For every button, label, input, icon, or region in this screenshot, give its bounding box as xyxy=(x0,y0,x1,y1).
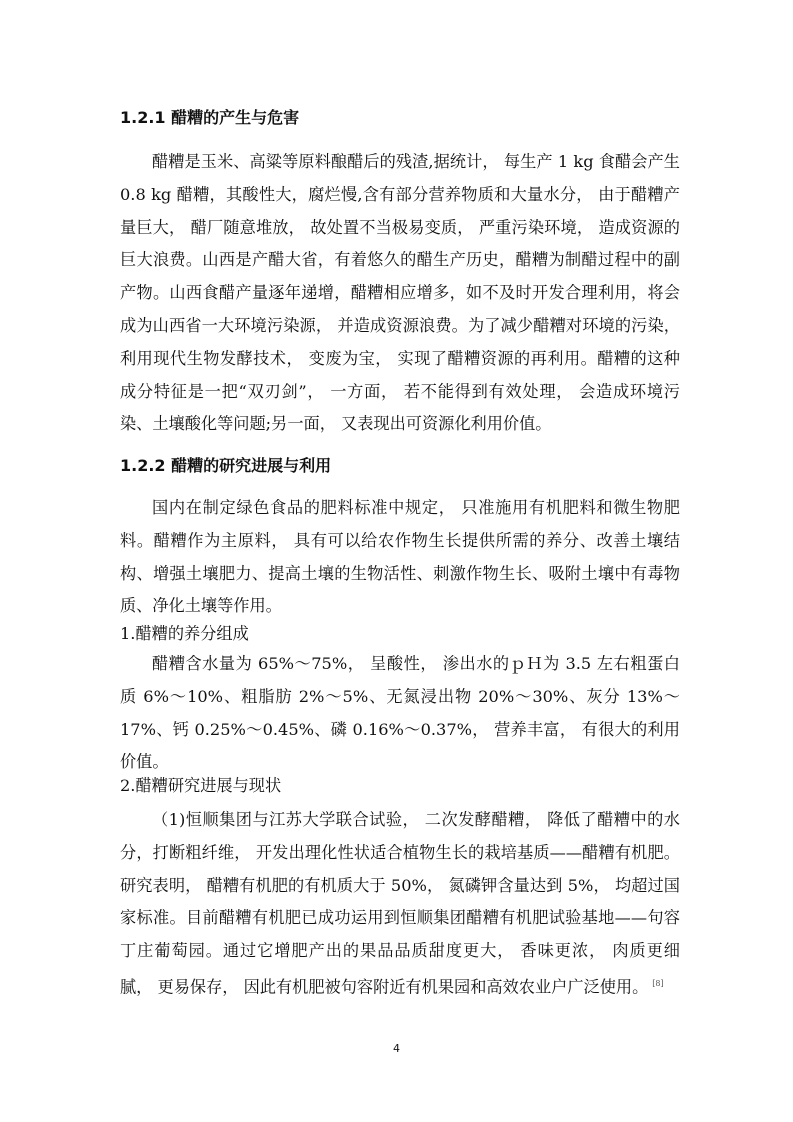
paragraph-nutrient-composition: 醋糟含水量为 65%～75%， 呈酸性， 渗出水的ｐＨ为 3.5 左右粗蛋白质 6%～10%、粗脂肪 2%～5%、无氮浸出物 20%～30%、灰分 13%～17%、钙 0.25%～0.45%、磷 0.16%～0.37%， 营养丰富， 有很大的利用价值。 xyxy=(120,654,680,772)
citation-reference: [8] xyxy=(652,978,664,988)
section-heading-1-2-2: 1.2.2 醋糟的研究进展与利用 xyxy=(120,456,332,475)
subheading-research-status: 2.醋糟研究进展与现状 xyxy=(120,776,282,795)
page-number: 4 xyxy=(393,1042,400,1055)
paragraph-research-intro: 国内在制定绿色食品的肥料标准中规定， 只准施用有机肥料和微生物肥料。醋糟作为主原料， 具有可以给农作物生长提供所需的养分、改善土壤结构、增强土壤肥力、提高土壤的生物活性、刺激作物生长、吸附土壤中有毒物质、净化土壤等作用。 xyxy=(120,498,680,616)
section-heading-1-2-1: 1.2.1 醋糟的产生与危害 xyxy=(120,108,300,127)
paragraph-production-and-harm: 醋糟是玉米、高粱等原料酿醋后的残渣,据统计， 每生产 1 kg 食醋会产生 0.8 kg 醋糟，其酸性大，腐烂慢,含有部分营养物质和大量水分， 由于醋糟产量巨大， 醋厂随意堆放， 故处置不当极易变质， 严重污染环境， 造成资源的巨大浪费。山西是产醋大省，有着悠久的醋生产历史，醋糟为制醋过程中的副产物。山西食醋产量逐年递增，醋糟相应增多，如不及时开发合理利用，将会成为山西省一大环境污染源， 并造成资源浪费。为了减少醋糟对环境的污染， 利用现代生物发酵技术， 变废为宝， 实现了醋糟资源的再利用。醋糟的这种成分特征是一把“双刃剑”， 一方面， 若不能得到有效处理， 会造成环境污染、土壤酸化等问题;另一面， 又表现出可资源化利用价值。 xyxy=(120,152,680,434)
subheading-nutrient-composition: 1.醋糟的养分组成 xyxy=(120,624,249,643)
paragraph-research-status-text: （1)恒顺集团与江苏大学联合试验， 二次发酵醋糟， 降低了醋糟中的水分，打断粗纤维， 开发出理化性状适合植物生长的栽培基质——醋糟有机肥。研究表明， 醋糟有机肥的有机质大于 50%， 氮磷钾含量达到 5%， 均超过国家标准。目前醋糟有机肥已成功运用到恒顺集团醋糟有机肥试验基地——句容丁庄葡萄园。通过它增肥产出的果品品质甜度更大， 香味更浓， 肉质更细腻， 更易保存， 因此有机肥被句容附近有机果园和高效农业户广泛使用。 xyxy=(120,810,680,997)
paragraph-research-status xyxy=(120,804,680,1004)
